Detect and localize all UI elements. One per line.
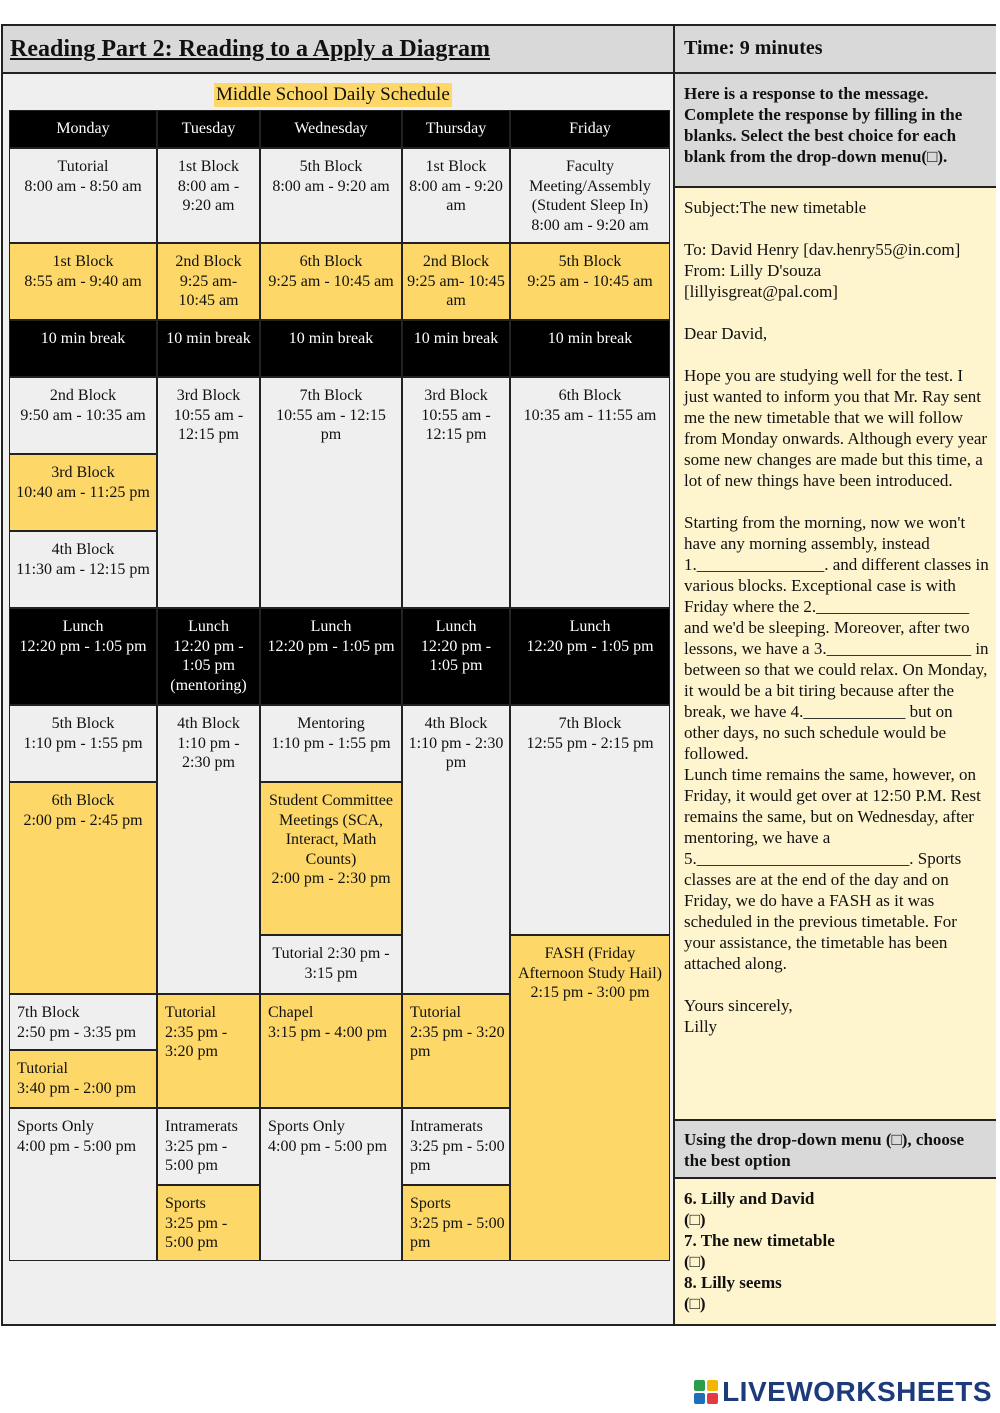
schedule-cell: Lunch 12:20 pm - 1:05 pm	[510, 608, 670, 705]
schedule-cell: 7th Block 2:50 pm - 3:35 pm	[9, 994, 157, 1050]
letter-greeting: Dear David,	[684, 324, 768, 343]
time-bar	[675, 26, 996, 74]
letter-subject: Subject:The new timetable	[684, 198, 867, 217]
schedule-cell: 3rd Block 10:55 am - 12:15 pm	[157, 377, 260, 608]
schedule-cell: 6th Block 10:35 am - 11:55 am	[510, 377, 670, 608]
schedule-cell: 3rd Block 10:40 am - 11:25 pm	[9, 454, 157, 531]
schedule-cell: Tutorial 3:40 pm - 2:00 pm	[9, 1050, 157, 1108]
schedule-cell: 4th Block 1:10 pm - 2:30 pm	[402, 705, 510, 994]
dropdown-heading: Using the drop-down menu (□), choose the best option	[675, 1119, 996, 1179]
letter-pane	[675, 74, 996, 1324]
schedule-cell: 1st Block 8:00 am - 9:20 am	[402, 148, 510, 243]
schedule-cell: Sports 3:25 pm - 5:00 pm	[157, 1185, 260, 1261]
question-6: 6. Lilly and David	[684, 1189, 815, 1208]
schedule-cell: FASH (Friday Afternoon Study Hail) 2:15 pm - 3:00 pm	[510, 935, 670, 1261]
schedule-cell: 5th Block 9:25 am - 10:45 am	[510, 243, 670, 320]
schedule-cell: Lunch 12:20 pm - 1:05 pm	[260, 608, 402, 705]
schedule-cell: Sports Only 4:00 pm - 5:00 pm	[9, 1108, 157, 1261]
schedule-title: Middle School Daily Schedule	[216, 84, 450, 105]
question-7: 7. The new timetable	[684, 1231, 835, 1250]
question-list	[675, 1188, 996, 1314]
schedule-cell: 3rd Block 10:55 am - 12:15 pm	[402, 377, 510, 608]
schedule-cell: Sports Only 4:00 pm - 5:00 pm	[260, 1108, 402, 1261]
email-letter	[675, 188, 996, 1058]
schedule-cell: Tutorial 2:30 pm - 3:15 pm	[260, 935, 402, 994]
schedule-cell: Tutorial 8:00 am - 8:50 am	[9, 148, 157, 243]
schedule-cell: 2nd Block 9:25 am- 10:45 am	[157, 243, 260, 320]
schedule-cell: 10 min break	[402, 320, 510, 377]
schedule-cell: Intramerats 3:25 pm - 5:00 pm	[157, 1108, 260, 1185]
letter-to-from: To: David Henry [dav.henry55@in.com] From: Lilly D'souza [lillyisgreat@pal.com]	[684, 240, 961, 301]
question-6-dropdown[interactable]: (□)	[684, 1210, 706, 1229]
schedule-cell: Intramerats 3:25 pm - 5:00 pm	[402, 1108, 510, 1185]
schedule-cell: Tutorial 2:35 pm - 3:20 pm	[402, 994, 510, 1108]
schedule-cell: Chapel 3:15 pm - 4:00 pm	[260, 994, 402, 1108]
schedule-cell: 6th Block 9:25 am - 10:45 am	[260, 243, 402, 320]
time-limit: Time: 9 minutes	[684, 37, 823, 59]
letter-paragraph-3: Lunch time remains the same, however, on Friday, it would get over at 12:50 P.M. Rest remains the same, but on Wednesday, after mentoring, we have a 5._________________________. Sports classes are at the end of the day and on Friday, we do have a FASH as it was scheduled in the previous timetable. For your assistance, the timetable has been attached along.	[684, 765, 981, 973]
day-header-tuesday: Tuesday	[157, 110, 260, 148]
schedule-cell: 5th Block 1:10 pm - 1:55 pm	[9, 705, 157, 782]
schedule-cell: Student Committee Meetings (SCA, Interact, Math Counts) 2:00 pm - 2:30 pm	[260, 782, 402, 935]
schedule-cell: Lunch 12:20 pm - 1:05 pm (mentoring)	[157, 608, 260, 705]
schedule-cell: Lunch 12:20 pm - 1:05 pm	[402, 608, 510, 705]
day-header-wednesday: Wednesday	[260, 110, 402, 148]
letter-paragraph-1: Hope you are studying well for the test. I just wanted to inform you that Mr. Ray sent me the new timetable that we will follow from Monday onwards. Although every year some new changes are made but this time, a lot of new things have been introduced.	[684, 366, 988, 490]
question-8-dropdown[interactable]: (□)	[684, 1294, 706, 1313]
day-header-monday: Monday	[9, 110, 157, 148]
worksheet-title: Reading Part 2: Reading to a Apply a Diagram	[10, 36, 490, 62]
day-header-thursday: Thursday	[402, 110, 510, 148]
schedule-cell: Mentoring 1:10 pm - 1:55 pm	[260, 705, 402, 782]
schedule-cell: 4th Block 11:30 am - 12:15 pm	[9, 531, 157, 608]
logo-mark-icon	[694, 1380, 718, 1404]
schedule-cell: 7th Block 12:55 pm - 2:15 pm	[510, 705, 670, 935]
schedule-cell: Lunch 12:20 pm - 1:05 pm	[9, 608, 157, 705]
liveworksheets-logo	[694, 1374, 992, 1410]
schedule-cell: 10 min break	[510, 320, 670, 377]
schedule-cell: Tutorial 2:35 pm - 3:20 pm	[157, 994, 260, 1108]
instructions: Here is a response to the message. Complete the response by filling in the blanks. Select the best choice for each blank from the drop-down menu(□).	[675, 74, 996, 188]
schedule-cell: 6th Block 2:00 pm - 2:45 pm	[9, 782, 157, 994]
schedule-cell: 7th Block 10:55 am - 12:15 pm	[260, 377, 402, 608]
question-8: 8. Lilly seems	[684, 1273, 782, 1292]
schedule-cell: 2nd Block 9:50 am - 10:35 am	[9, 377, 157, 454]
schedule-cell: 1st Block 8:55 am - 9:40 am	[9, 243, 157, 320]
schedule-cell: 10 min break	[157, 320, 260, 377]
schedule-cell: Faculty Meeting/Assembly (Student Sleep In) 8:00 am - 9:20 am	[510, 148, 670, 243]
logo-text: LIVEWORKSHEETS	[722, 1376, 992, 1407]
schedule-cell: 2nd Block 9:25 am- 10:45 am	[402, 243, 510, 320]
question-7-dropdown[interactable]: (□)	[684, 1252, 706, 1271]
schedule-cell: 1st Block 8:00 am - 9:20 am	[157, 148, 260, 243]
schedule-cell: Sports 3:25 pm - 5:00 pm	[402, 1185, 510, 1261]
title-bar	[3, 26, 675, 74]
letter-paragraph-2: Starting from the morning, now we won't have any morning assembly, instead 1._______________. and different classes in various blocks. Exceptional case is with Friday where the 2.__________________ and we'd be sleeping. Moreover, after two lessons, we have a 3._________________ in between so that we could relax. On Monday, it would be a bit tiring because after the break, we have 4.____________ but on other days, no such schedule would be followed.	[684, 513, 989, 763]
schedule-cell: 10 min break	[260, 320, 402, 377]
schedule-cell: 5th Block 8:00 am - 9:20 am	[260, 148, 402, 243]
day-header-friday: Friday	[510, 110, 670, 148]
letter-closing: Yours sincerely, Lilly	[684, 996, 793, 1036]
schedule-cell: 10 min break	[9, 320, 157, 377]
schedule-cell: 4th Block 1:10 pm - 2:30 pm	[157, 705, 260, 994]
